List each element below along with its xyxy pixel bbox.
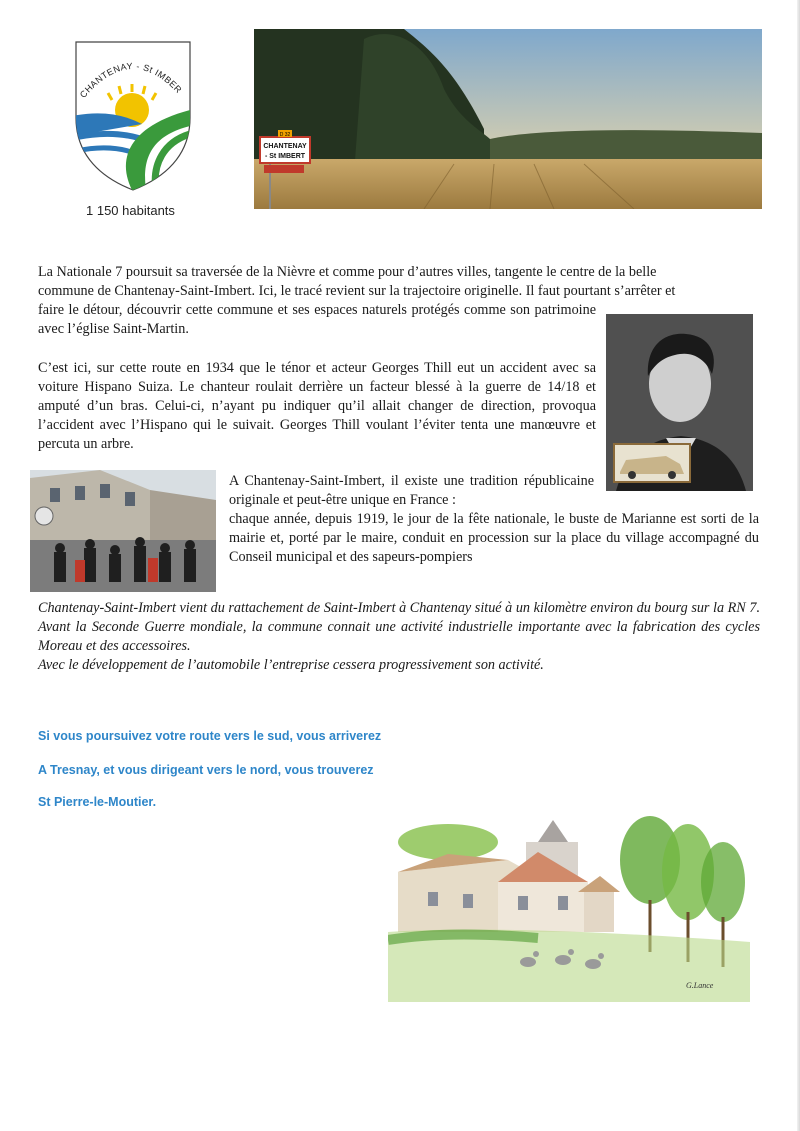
portrait-photo xyxy=(606,314,753,491)
landscape-photo xyxy=(254,29,762,209)
population-caption: 1 150 habitants xyxy=(86,203,175,218)
route-line-north: A Tresnay, et vous dirigeant vers le nord, vous trouverez xyxy=(38,763,374,777)
route-line-south: Si vous poursuivez votre route vers le sud, vous arriverez xyxy=(38,729,382,743)
procession-photo xyxy=(30,470,216,592)
tradition-rest: chaque année, depuis 1919, le jour de la fête nationale, le buste de Marianne est sorti de la mairie et, porté par le maire, conduit en procession sur la place du village accompagné du Conseil municipal et des sapeurs-pompiers xyxy=(229,511,759,565)
intro-line-1: La Nationale 7 poursuit sa traversée de la Nièvre et comme pour d’autres villes, tangente le centre de la belle xyxy=(38,264,657,280)
history-text-b: Avec le développement de l’automobile l’entreprise cessera progressivement son activité. xyxy=(38,657,544,673)
accident-paragraph: C’est ici, sur cette route en 1934 que le ténor et acteur Georges Thill eut un accident avec sa voiture Hispano Suiza. Le chanteur roulait derrière un facteur blessé à la guerre de 14/18 et amputé d’un bras. Celui-ci, n’ayant pu indiquer qu’il allait changer de direction, provoqua l’accident avec l’Hispano qui le suivait. Georges Thill voulant l’éviter tenta une manœuvre et percuta un arbre. xyxy=(38,360,596,452)
intro-line-2: commune de Chantenay-Saint-Imbert. Ici, le tracé revient sur la trajectoire originelle. Il faut pourtant s’arrêter et xyxy=(38,283,676,299)
sign-line-1: CHANTENAY xyxy=(263,143,307,150)
history-paragraph xyxy=(38,599,760,675)
crest-shield-icon xyxy=(72,38,194,193)
village-watercolor xyxy=(388,812,750,1002)
intro-line-3: faire le détour, découvrir cette commune et ses espaces naturels protégés comme son patrimoine avec l’église Saint-Martin. xyxy=(38,302,596,337)
history-text-a: Chantenay-Saint-Imbert vient du rattachement de Saint-Imbert à Chantenay situé à un kilomètre environ du bourg sur la RN 7. Avant la Seconde Guerre mondiale, la commune connait une activité industrielle importante avec la fabrication des cycles Moreau et des accessoires. xyxy=(38,600,760,654)
sign-line-2: - St IMBERT xyxy=(264,153,306,160)
crest-text: CHANTENAY - St IMBER xyxy=(77,60,184,100)
village-crest xyxy=(72,38,194,193)
tradition-paragraph xyxy=(229,472,759,567)
watercolor-signature: G.Lance xyxy=(686,981,714,990)
route-line-destination: St Pierre-le-Moutier. xyxy=(38,795,157,809)
tradition-lead: A Chantenay-Saint-Imbert, il existe une tradition républicaine originale et peut-être unique en France : xyxy=(229,473,594,508)
sign-road-number: D 32 xyxy=(279,132,291,138)
